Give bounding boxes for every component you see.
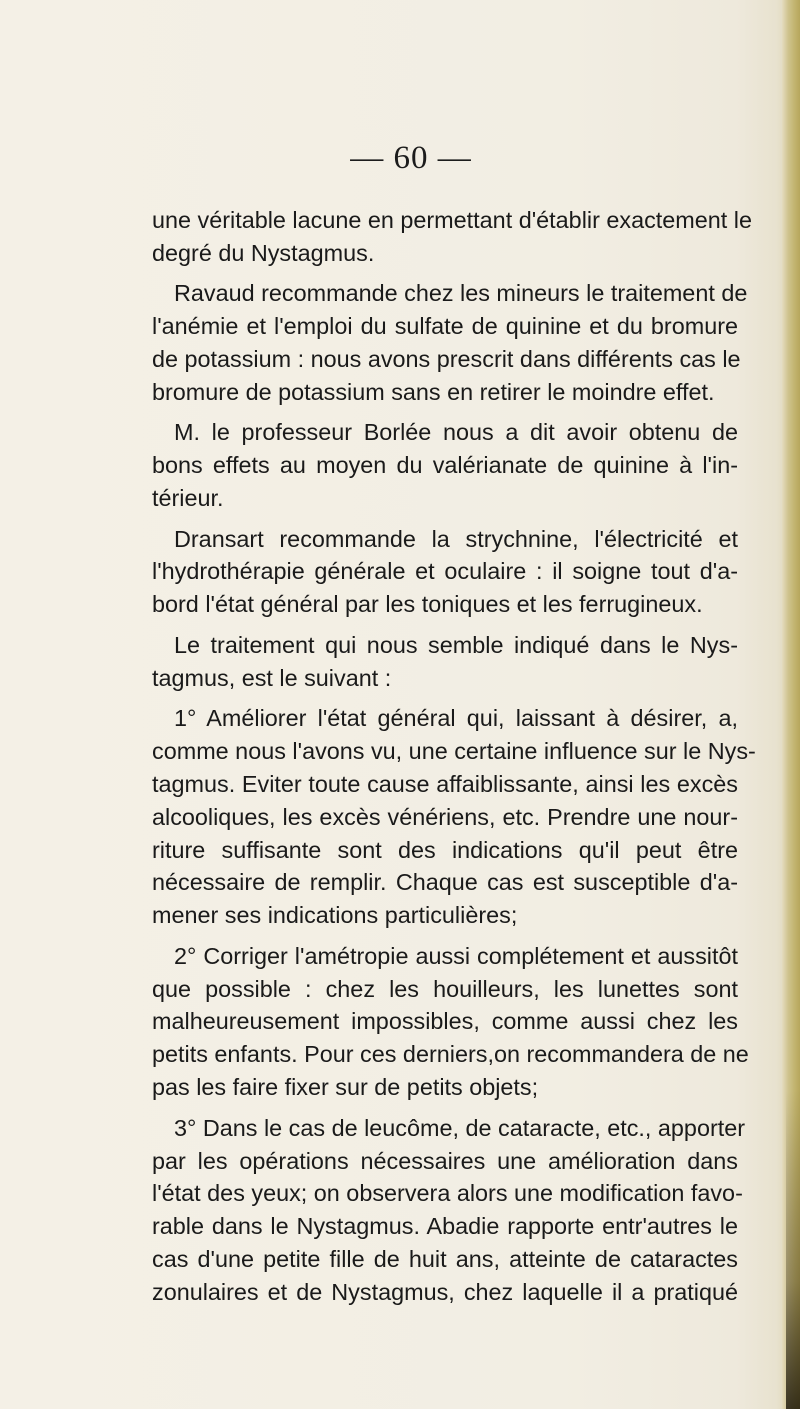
text-line: de potassium : nous avons prescrit dans différents cas le xyxy=(152,346,741,373)
paragraph xyxy=(152,702,756,932)
text-line: l'état des yeux; on observera alors une modification favo- xyxy=(152,1180,743,1207)
text-line: petits enfants. Pour ces derniers,on recommandera de ne xyxy=(152,1041,749,1068)
text-line: bord l'état général par les toniques et les ferrugineux. xyxy=(152,591,703,618)
text-line: rable dans le Nystagmus. Abadie rapporte entr'autres le xyxy=(152,1213,738,1240)
paragraph xyxy=(152,416,738,515)
text-line: zonulaires et de Nystagmus, chez laquelle il a pratiqué xyxy=(152,1279,738,1306)
text-line: une véritable lacune en permettant d'établir exactement le xyxy=(152,207,752,233)
text-line: comme nous l'avons vu, une certaine influence sur le Nys- xyxy=(152,737,756,764)
text-line: alcooliques, les excès vénériens, etc. Prendre une nour- xyxy=(152,803,738,830)
text-line: l'hydrothérapie générale et oculaire : il soigne tout d'a- xyxy=(152,558,738,585)
text-line: cas d'une petite fille de huit ans, atteinte de cataractes xyxy=(152,1246,738,1273)
text-line: nécessaire de remplir. Chaque cas est susceptible d'a- xyxy=(152,869,738,896)
paragraph xyxy=(152,277,748,409)
page-number: — 60 — xyxy=(350,140,472,176)
text-line: Ravaud recommande chez les mineurs le traitement de xyxy=(174,280,748,307)
text-line: bons effets au moyen du valérianate de quinine à l'in- xyxy=(152,452,738,479)
text-line: que possible : chez les houilleurs, les lunettes sont xyxy=(152,975,738,1002)
text-line: bromure de potassium sans en retirer le moindre effet. xyxy=(152,378,715,405)
text-line: degré du Nystagmus. xyxy=(152,239,375,266)
text-line: térieur. xyxy=(152,485,224,512)
text-line: Dransart recommande la strychnine, l'électricité et xyxy=(174,525,738,552)
paragraph xyxy=(152,1112,746,1309)
text-line: 1° Améliorer l'état général qui, laissant à désirer, a, xyxy=(174,704,738,731)
paragraph xyxy=(152,940,749,1104)
text-line: tagmus. Eviter toute cause affaiblissante, ainsi les excès xyxy=(152,770,738,797)
text-line: 3° Dans le cas de leucôme, de cataracte, etc., apporter xyxy=(174,1114,746,1141)
text-line: tagmus, est le suivant : xyxy=(152,664,392,691)
text-line: l'anémie et l'emploi du sulfate de quinine et du bromure xyxy=(152,313,738,340)
text-line: malheureusement impossibles, comme aussi chez les xyxy=(152,1008,738,1035)
body-text xyxy=(152,204,756,1317)
text-line: pas les faire fixer sur de petits objets; xyxy=(152,1074,539,1101)
text-line: mener ses indications particulières; xyxy=(152,902,518,929)
text-line: par les opérations nécessaires une amélioration dans xyxy=(152,1147,738,1174)
text-line: riture suffisante sont des indications qu'il peut être xyxy=(152,836,738,863)
paragraph xyxy=(152,523,738,622)
text-line: Le traitement qui nous semble indiqué dans le Nys- xyxy=(174,631,738,658)
paragraph xyxy=(152,629,738,695)
text-line: 2° Corriger l'amétropie aussi complétement et aussitôt xyxy=(174,942,738,969)
text-line: M. le professeur Borlée nous a dit avoir obtenu de xyxy=(174,419,738,446)
page-edge-shadow xyxy=(786,1090,800,1409)
paragraph xyxy=(152,204,752,270)
